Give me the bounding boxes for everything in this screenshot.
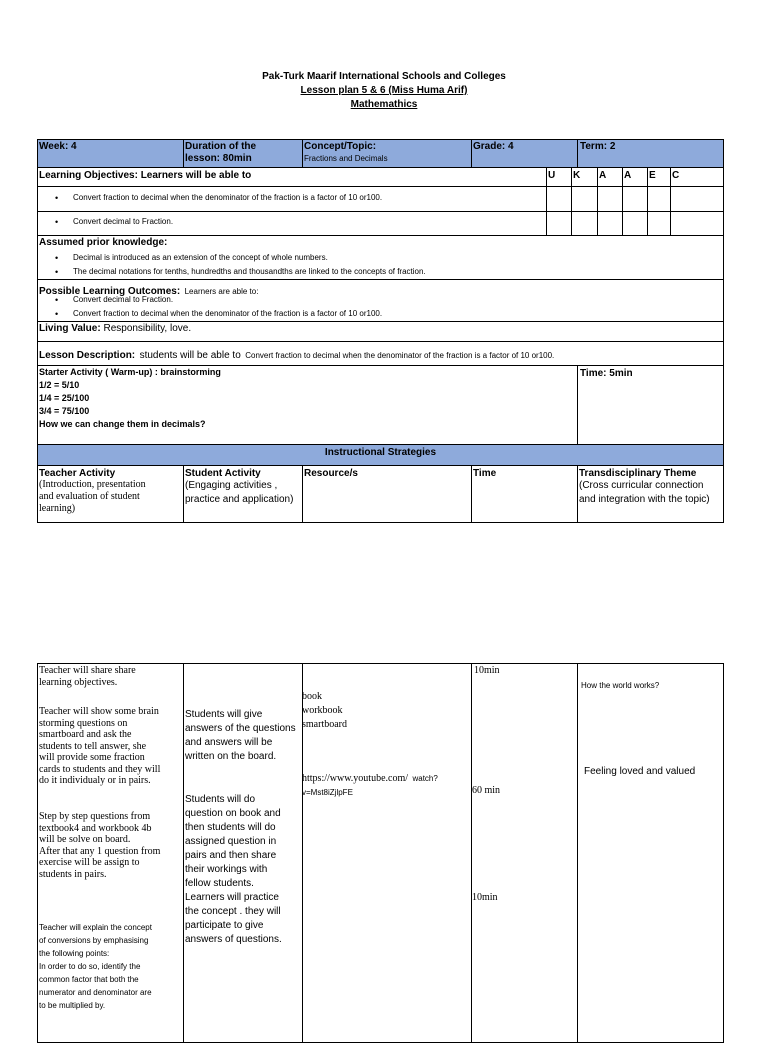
- grade-cell: Grade: 4: [473, 141, 514, 152]
- teacher-concept-text: Teacher will explain the concept of conversions by emphasising the following points: In order to do so, identify the common factor that both the numerator and denominator are to be multiplied by.: [39, 923, 152, 1010]
- col-e: E: [649, 170, 656, 181]
- resources-list: book workbook smartboard: [302, 691, 347, 730]
- prior-label: Assumed prior knowledge:: [39, 237, 168, 248]
- outcome-item: • Convert decimal to Fraction.: [73, 295, 173, 304]
- student-practice-text: Students will do question on book and then students will do assigned question in pairs and then share their workings with fellow students.: [185, 794, 281, 889]
- prior-item: • Decimal is introduced as an extension of the concept of whole numbers.: [73, 253, 328, 262]
- col-c: C: [672, 170, 680, 181]
- col-a1: A: [599, 170, 607, 181]
- prior-item: • The decimal notations for tenths, hundredths and thousandths are linked to the concepts of fraction.: [73, 267, 426, 276]
- resources-header: Resource/s: [304, 468, 358, 479]
- col-u: U: [548, 170, 556, 181]
- col-a2: A: [624, 170, 632, 181]
- time-objectives: 10min: [474, 665, 500, 676]
- starter-time: Time: 5min: [580, 368, 633, 379]
- starter-activity: Starter Activity ( Warm-up) : brainstorming 1/2 = 5/10 1/4 = 25/100 3/4 = 75/100 How we can change them in decimals?: [39, 367, 221, 429]
- teacher-steps-text: Step by step questions from textbook4 and workbook 4b will be solve on board. After that any 1 question from exercise will be assign to students in pairs.: [39, 811, 161, 880]
- time-header: Time: [473, 468, 497, 479]
- duration-cell: Duration of the lesson: 80min: [185, 141, 257, 164]
- video-link[interactable]: https://www.youtube.com/ watch? v=Mst8iZjlpFE: [302, 773, 438, 797]
- week-cell: Week: 4: [39, 141, 77, 152]
- subject-title: Mathemathics: [350, 99, 418, 110]
- outcome-item: • Convert fraction to decimal when the denominator of the fraction is a factor of 10 or100.: [73, 309, 382, 318]
- student-answers-text: Students will give answers of the questions and answers will be written on the board.: [185, 709, 296, 762]
- time-concept: 10min: [472, 892, 498, 903]
- strategies-title: Instructional Strategies: [324, 447, 437, 458]
- concept-cell: Concept/Topic: Fractions and Decimals: [304, 141, 388, 163]
- teacher-brainstorm-text: Teacher will show some brain storming questions on smartboard and ask the students to tell answer, she will provide some fraction cards to students and they will do it individualy or in pairs.: [39, 706, 161, 786]
- living-value: Living Value: Responsibility, love.: [39, 323, 192, 334]
- theme-header: Transdisciplinary Theme (Cross curricular connection and integration with the topic): [579, 468, 710, 505]
- term-cell: Term: 2: [580, 141, 616, 152]
- teacher-activity-header: Teacher Activity (Introduction, presentation and evaluation of student learning): [39, 468, 146, 514]
- school-name: Pak-Turk Maarif International Schools and Colleges: [262, 71, 506, 82]
- lesson-description: Lesson Description: students will be able to Convert fraction to decimal when the denominator of the fraction is a factor of 10 or100.: [39, 350, 555, 361]
- teacher-objectives-text: Teacher will share share learning objectives.: [39, 665, 136, 688]
- theme-feeling-loved: Feeling loved and valued: [584, 766, 696, 777]
- objective-item: • Convert fraction to decimal when the denominator of the fraction is a factor of 10 or100.: [73, 193, 382, 202]
- col-k: K: [573, 170, 581, 181]
- student-activity-header: Student Activity (Engaging activities , practice and application): [185, 468, 294, 505]
- student-concept-text: Learners will practice the concept . they will participate to give answers of questions.: [185, 892, 282, 945]
- time-practice: 60 min: [472, 785, 501, 796]
- outcomes-header: Possible Learning Outcomes: Learners are able to:: [39, 286, 259, 297]
- theme-world-works: How the world works?: [581, 681, 660, 690]
- lesson-title: Lesson plan 5 & 6 (Miss Huma Arif): [300, 85, 468, 96]
- objective-item: • Convert decimal to Fraction.: [73, 217, 173, 226]
- objectives-label: Learning Objectives: Learners will be able to: [39, 170, 252, 181]
